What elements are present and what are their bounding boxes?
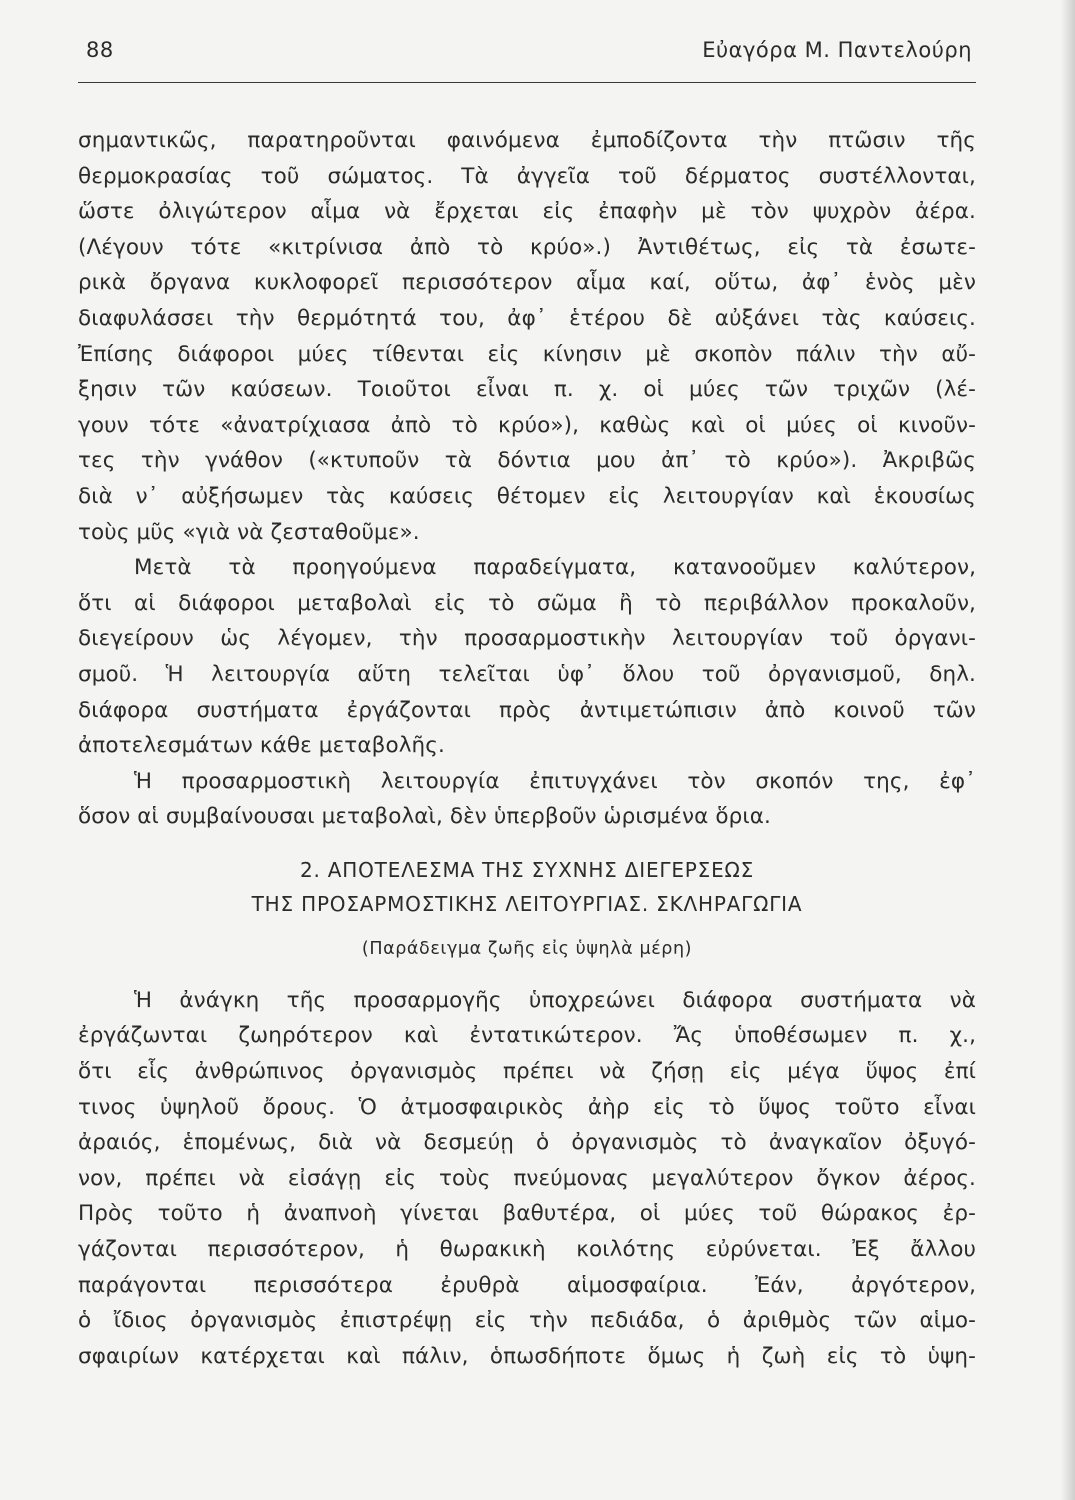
section-heading-line-2: ΤΗΣ ΠΡΟΣΑΡΜΟΣΤΙΚΗΣ ΛΕΙΤΟΥΡΓΙΑΣ. ΣΚΛΗΡΑΓΩΓΙΑ — [251, 891, 803, 916]
text-line: ἐργάζωνται ζωηρότερον καὶ ἐντατικώτερον. Ἄς ὑποθέσωμεν π. χ., — [78, 1023, 976, 1049]
text-line: Πρὸς τοῦτο ἡ ἀναπνοὴ γίνεται βαθυτέρα, οἱ μύες τοῦ θώρακος ἐρ- — [78, 1201, 976, 1227]
text-line: Ἐπίσης διάφοροι μύες τίθενται εἰς κίνησιν μὲ σκοπὸν πάλιν τὴν αὔ- — [78, 341, 976, 367]
text-line: Ἡ ἀνάγκη τῆς προσαρμογῆς ὑποχρεώνει διάφορα συστήματα νὰ — [134, 987, 976, 1013]
text-line: γάζονται περισσότερον, ἡ θωρακικὴ κοιλότης εὐρύνεται. Ἐξ ἄλλου — [78, 1237, 976, 1263]
running-header — [78, 38, 976, 83]
text-line: ὅτι εἷς ἀνθρώπινος ὀργανισμὸς πρέπει νὰ ζήσῃ εἰς μέγα ὕψος ἐπί — [78, 1059, 976, 1085]
text-line: τες τὴν γνάθον («κτυποῦν τὰ δόντια μου ἀπ᾽ τὸ κρύο»). Ἀκριβῶς — [78, 448, 976, 474]
text-line: σμοῦ. Ἡ λειτουργία αὕτη τελεῖται ὑφ᾽ ὅλου τοῦ ὀργανισμοῦ, δηλ. — [78, 661, 976, 687]
page-edge — [1061, 0, 1075, 1500]
text-line: γουν τότε «ἀνατρίχιασα ἀπὸ τὸ κρύο»), καθὼς καὶ οἱ μύες οἱ κινοῦν- — [78, 412, 976, 438]
text-line: (Λέγουν τότε «κιτρίνισα ἀπὸ τὸ κρύο».) Ἀντιθέτως, εἰς τὰ ἐσωτε- — [78, 234, 976, 260]
paragraph-3 — [78, 764, 976, 835]
text-line: διὰ ν᾽ αὐξήσωμεν τὰς καύσεις θέτομεν εἰς λειτουργίαν καὶ ἑκουσίως — [78, 483, 976, 509]
body-text — [78, 123, 976, 1374]
section-heading — [78, 853, 976, 921]
text-line: νον, πρέπει νὰ εἰσάγῃ εἰς τοὺς πνεύμονας μεγαλύτερον ὄγκον ἀέρος. — [78, 1165, 976, 1191]
text-line: Ἡ προσαρμοστικὴ λειτουργία ἐπιτυγχάνει τὸν σκοπόν της, ἐφ᾽ — [134, 768, 976, 794]
text-line: διεγείρουν ὡς λέγομεν, τὴν προσαρμοστικὴν λειτουργίαν τοῦ ὀργανι- — [78, 626, 976, 652]
paragraph-1 — [78, 123, 976, 550]
text-line: ρικὰ ὄργανα κυκλοφορεῖ περισσότερον αἷμα καί, οὕτω, ἀφ᾽ ἑνὸς μὲν — [78, 270, 976, 296]
text-line: διαφυλάσσει τὴν θερμότητά του, ἀφ᾽ ἑτέρου δὲ αὐξάνει τὰς καύσεις. — [78, 305, 976, 331]
text-line: Μετὰ τὰ προηγούμενα παραδείγματα, κατανοοῦμεν καλύτερον, — [134, 555, 976, 581]
text-line: ἀραιός, ἑπομένως, διὰ νὰ δεσμεύῃ ὁ ὀργανισμὸς τὸ ἀναγκαῖον ὀξυγό- — [78, 1130, 976, 1156]
running-header-author: Εὐαγόρα Μ. Παντελούρη — [702, 38, 972, 62]
paragraph-4 — [78, 983, 976, 1375]
text-line: ὅσον αἱ συμβαίνουσαι μεταβολαὶ, δὲν ὑπερβοῦν ὡρισμένα ὅρια. — [78, 804, 771, 830]
text-line: ὁ ἴδιος ὀργανισμὸς ἐπιστρέψῃ εἰς τὴν πεδιάδα, ὁ ἀριθμὸς τῶν αἱμο- — [78, 1308, 976, 1334]
text-line: παράγονται περισσότερα ἐρυθρὰ αἱμοσφαίρια. Ἐάν, ἀργότερον, — [78, 1272, 976, 1298]
text-line: ὅτι αἱ διάφοροι μεταβολαὶ εἰς τὸ σῶμα ἢ τὸ περιβάλλον προκαλοῦν, — [78, 590, 976, 616]
text-line: σφαιρίων κατέρχεται καὶ πάλιν, ὁπωσδήποτε ὅμως ἡ ζωὴ εἰς τὸ ὑψη- — [78, 1343, 976, 1369]
text-line: σημαντικῶς, παρατηροῦνται φαινόμενα ἐμποδίζοντα τὴν πτῶσιν τῆς — [78, 128, 976, 153]
book-page — [78, 38, 976, 1374]
page-number: 88 — [86, 38, 114, 62]
text-line: θερμοκρασίας τοῦ σώματος. Τὰ ἀγγεῖα τοῦ δέρματος συστέλλονται, — [78, 163, 976, 189]
text-line: ξησιν τῶν καύσεων. Τοιοῦτοι εἶναι π. χ. οἱ μύες τῶν τριχῶν (λέ- — [78, 377, 976, 403]
text-line: τοὺς μῦς «γιὰ νὰ ζεσταθοῦμε». — [78, 519, 420, 545]
section-heading-line-1: 2. ΑΠΟΤΕΛΕΣΜΑ ΤΗΣ ΣΥΧΝΗΣ ΔΙΕΓΕΡΣΕΩΣ — [299, 857, 755, 882]
paragraph-2 — [78, 550, 976, 764]
text-line: ἀποτελεσμάτων κάθε μεταβολῆς. — [78, 733, 445, 759]
text-line: διάφορα συστήματα ἐργάζονται πρὸς ἀντιμετώπισιν ἀπὸ κοινοῦ τῶν — [78, 697, 976, 723]
text-line: τινος ὑψηλοῦ ὄρους. Ὁ ἀτμοσφαιρικὸς ἀὴρ εἰς τὸ ὕψος τοῦτο εἶναι — [78, 1094, 976, 1120]
section-subtitle: (Παράδειγμα ζωῆς εἰς ὑψηλὰ μέρη) — [361, 938, 693, 959]
text-line: ὥστε ὀλιγώτερον αἷμα νὰ ἔρχεται εἰς ἐπαφὴν μὲ τὸν ψυχρὸν ἀέρα. — [78, 199, 976, 225]
